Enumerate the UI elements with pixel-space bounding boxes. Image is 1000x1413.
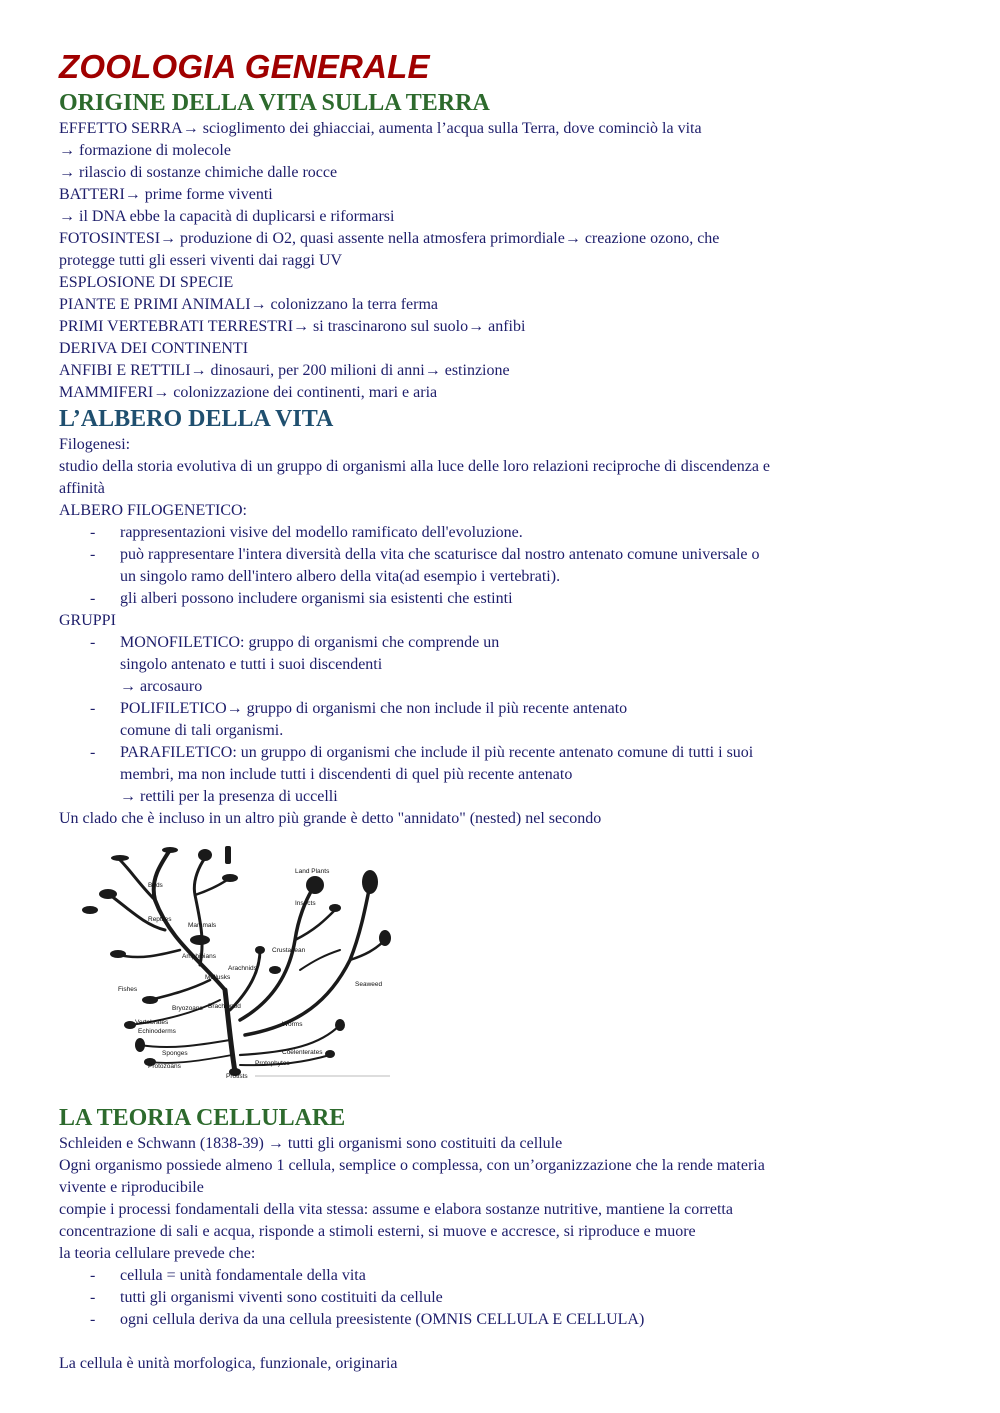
text-line: concentrazione di sali e acqua, risponde a stimoli esterni, si muove e accresce, si riproduce e muore	[59, 1223, 696, 1240]
text-line: PRIMI VERTEBRATI TERRESTRI→ si trascinarono sul suolo→ anfibi	[59, 318, 526, 335]
albero-label: ALBERO FILOGENETICO:	[59, 502, 247, 519]
tree-label-seaweed: Seaweed	[355, 981, 383, 988]
tree-label-amphibians: Amphibians	[182, 953, 216, 960]
tree-label-sponges: Sponges	[162, 1050, 188, 1057]
tree-label-reptiles: Reptiles	[148, 916, 172, 923]
gruppi-label: GRUPPI	[59, 612, 116, 629]
text-line: MAMMIFERI→ colonizzazione dei continenti, mari e aria	[59, 384, 438, 401]
text-line: Un clado che è incluso in un altro più grande è detto "annidato" (nested) nel secondo	[59, 810, 602, 827]
list-item-text: PARAFILETICO: un gruppo di organismi che include il più recente antenato comune di tutti i suoi	[120, 744, 754, 761]
text-line: protegge tutti gli esseri viventi dai raggi UV	[59, 252, 343, 269]
list-item-monofiletico	[59, 632, 939, 698]
text-line: La cellula è unità morfologica, funzionale, originaria	[59, 1355, 398, 1372]
tree-label-protists: Protists	[226, 1073, 248, 1080]
albero-body	[59, 434, 939, 830]
list-item-text: può rappresentare l'intera diversità della vita che scaturisce dal nostro antenato comune universale o	[120, 546, 760, 563]
list-item-parafiletico	[59, 742, 939, 808]
list-item-text: un singolo ramo dell'intero albero della vita(ad esempio i vertebrati).	[120, 568, 561, 585]
tree-label-arachnids: Arachnids	[228, 965, 257, 972]
text-line: compie i processi fondamentali della vita stessa: assume e elabora sostanze nutritive, mantiene la corretta	[59, 1201, 733, 1218]
tree-label-mammals: Mammals	[188, 922, 217, 929]
list-item: - tutti gli organismi viventi sono costituiti da cellule	[59, 1287, 939, 1309]
text-line: studio della storia evolutiva di un gruppo di organismi alla luce delle loro relazioni reciproche di discendenza e	[59, 458, 771, 475]
tree-label-mollusks: Mollusks	[205, 974, 231, 981]
gruppi-list	[59, 632, 939, 808]
tree-label-protozoans: Protozoans	[148, 1063, 181, 1070]
origine-body	[59, 118, 939, 404]
text-line: → formazione di molecole	[59, 142, 231, 159]
heading-albero: L’ALBERO DELLA VITA	[59, 406, 334, 432]
tree-label-insects: Insects	[295, 900, 316, 907]
list-item-text: → rettili per la presenza di uccelli	[120, 788, 338, 805]
tree-label-land-plants: Land Plants	[295, 868, 330, 875]
heading-origine: ORIGINE DELLA VITA SULLA TERRA	[59, 90, 490, 116]
list-item	[59, 544, 939, 588]
tree-label-crustacean: Crustacean	[272, 947, 306, 954]
list-item-text: POLIFILETICO→ gruppo di organismi che non include il più recente antenato	[120, 700, 628, 717]
list-item-text: comune di tali organismi.	[120, 722, 284, 739]
tree-label-vertebrates: Vertebrates	[135, 1019, 169, 1026]
text-line: EFFETTO SERRA→ scioglimento dei ghiacciai, aumenta l’acqua sulla Terra, dove cominciò la vita	[59, 120, 702, 137]
tree-label-coelenterates: Coelenterates	[282, 1049, 323, 1056]
tree-label-birds: Birds	[148, 882, 163, 889]
tree-label-worms: Worms	[282, 1021, 303, 1028]
filogenesi-label: Filogenesi:	[59, 436, 131, 453]
text-line: BATTERI→ prime forme viventi	[59, 186, 273, 203]
tree-label-bryozoans: Bryozoans	[172, 1005, 203, 1012]
text-line: ESPLOSIONE DI SPECIE	[59, 274, 234, 291]
text-line: → rilascio di sostanze chimiche dalle rocce	[59, 164, 338, 181]
list-item: - rappresentazioni visive del modello ramificato dell'evoluzione.	[59, 522, 939, 544]
text-line: ANFIBI E RETTILI→ dinosauri, per 200 milioni di anni→ estinzione	[59, 362, 510, 379]
tree-label-brachiopod: Brachiopod	[208, 1003, 241, 1010]
list-item-polifiletico	[59, 698, 939, 742]
list-item-text: singolo antenato e tutti i suoi discendenti	[120, 656, 383, 673]
list-item: - gli alberi possono includere organismi sia esistenti che estinti	[59, 588, 939, 610]
document-title: ZOOLOGIA GENERALE	[59, 48, 430, 85]
list-item: - ogni cellula deriva da una cellula preesistente (OMNIS CELLULA E CELLULA)	[59, 1309, 939, 1331]
text-line: Schleiden e Schwann (1838-39) → tutti gli organismi sono costituiti da cellule	[59, 1135, 563, 1152]
text-line: → il DNA ebbe la capacità di duplicarsi e riformarsi	[59, 208, 395, 225]
tree-label-echinoderms: Echinoderms	[138, 1028, 176, 1035]
tree-label-fishes: Fishes	[118, 986, 138, 993]
list-item-text: MONOFILETICO: gruppo di organismi che comprende un	[120, 634, 500, 651]
heading-teoria: LA TEORIA CELLULARE	[59, 1105, 346, 1131]
text-line: Ogni organismo possiede almeno 1 cellula, semplice o complessa, con un’organizzazione che la rende materia	[59, 1157, 765, 1174]
tree-label-protophytes: Protophytes	[255, 1060, 290, 1067]
albero-list	[59, 522, 939, 610]
text-line: FOTOSINTESI→ produzione di O2, quasi assente nella atmosfera primordiale→ creazione ozono, che	[59, 230, 720, 247]
text-line: PIANTE E PRIMI ANIMALI→ colonizzano la terra ferma	[59, 296, 438, 313]
list-item: - cellula = unità fondamentale della vita	[59, 1265, 939, 1287]
text-line: vivente e riproducibile	[59, 1179, 204, 1196]
tree-of-life-image	[60, 840, 405, 1080]
list-item-text: → arcosauro	[120, 678, 203, 695]
list-item-text: membri, ma non include tutti i discendenti di quel più recente antenato	[120, 766, 573, 783]
text-line: affinità	[59, 480, 105, 497]
teoria-list	[59, 1265, 939, 1331]
text-line: la teoria cellulare prevede che:	[59, 1245, 256, 1262]
document-page	[59, 46, 939, 1375]
text-line: DERIVA DEI CONTINENTI	[59, 340, 249, 357]
teoria-body	[59, 1133, 939, 1375]
